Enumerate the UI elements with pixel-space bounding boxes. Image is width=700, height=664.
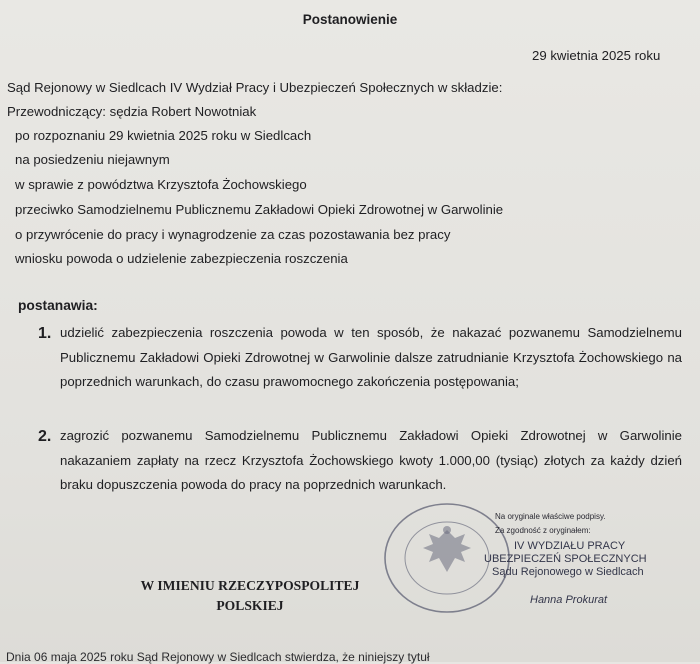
stamp-note-conformity: Za zgodność z oryginałem: bbox=[495, 526, 591, 535]
header-line: w sprawie z powództwa Krzysztofa Żochowskiego bbox=[15, 177, 307, 192]
header-line: Przewodniczący: sędzia Robert Nowotniak bbox=[7, 104, 257, 119]
decision-item-text: zagrozić pozwanemu Samodzielnemu Publicznemu Zakładowi Opieki Zdrowotnej w Garwolinie nakazaniem zapłaty na rzecz Krzysztofa Żochowskiego kwoty 1.000,00 (tysiąc) złotych za każdy dzień braku dopuszczenia powoda do pracy na poprzednich warunkach. bbox=[60, 428, 682, 492]
court-stamp bbox=[484, 540, 647, 579]
decision-heading: postanawia: bbox=[18, 298, 98, 313]
court-stamp-line: UBEZPIECZEŃ SPOŁECZNYCH bbox=[484, 553, 647, 565]
in-the-name-line: POLSKIEJ bbox=[216, 598, 284, 613]
signature: Hanna Prokurat bbox=[530, 594, 608, 606]
header-line: na posiedzeniu niejawnym bbox=[15, 152, 170, 167]
bottom-text-line: Dnia 06 maja 2025 roku Sąd Rejonowy w Siedlcach stwierdza, że niniejszy tytuł bbox=[6, 650, 430, 664]
header-line: wniosku powoda o udzielenie zabezpieczenia roszczenia bbox=[15, 251, 348, 266]
header-line: po rozpoznaniu 29 kwietnia 2025 roku w Siedlcach bbox=[15, 128, 312, 143]
stamp-note bbox=[495, 512, 606, 536]
document-title: Postanowienie bbox=[302, 12, 398, 27]
in-the-name-heading bbox=[120, 576, 380, 616]
in-the-name-line: W IMIENIU RZECZYPOSPOLITEJ bbox=[140, 578, 360, 593]
stamp-note-original: Na oryginale właściwe podpisy. bbox=[495, 512, 606, 521]
header-line: Sąd Rejonowy w Siedlcach IV Wydział Pracy i Ubezpieczeń Społecznych w składzie: bbox=[7, 80, 503, 95]
header-line: o przywrócenie do pracy i wynagrodzenie za czas pozostawania bez pracy bbox=[15, 227, 451, 242]
item-number: 1. bbox=[38, 325, 52, 342]
decision-item-text: udzielić zabezpieczenia roszczenia powoda w ten sposób, że nakazać pozwanemu Samodzielnemu Publicznemu Zakładowi Opieki Zdrowotnej w Garwolinie dalsze zatrudnianie Krzysztofa Żochowskiego na poprzednich warunkach, do czasu prawomocnego zakończenia postępowania; bbox=[60, 325, 682, 389]
court-stamp-line: IV WYDZIAŁU PRACY bbox=[514, 540, 626, 552]
item-number: 2. bbox=[38, 428, 52, 445]
header-line: przeciwko Samodzielnemu Publicznemu Zakładowi Opieki Zdrowotnej w Garwolinie bbox=[15, 202, 504, 217]
document-date: 29 kwietnia 2025 roku bbox=[532, 48, 661, 63]
court-stamp-line: Sądu Rejonowego w Siedlcach bbox=[492, 566, 644, 578]
